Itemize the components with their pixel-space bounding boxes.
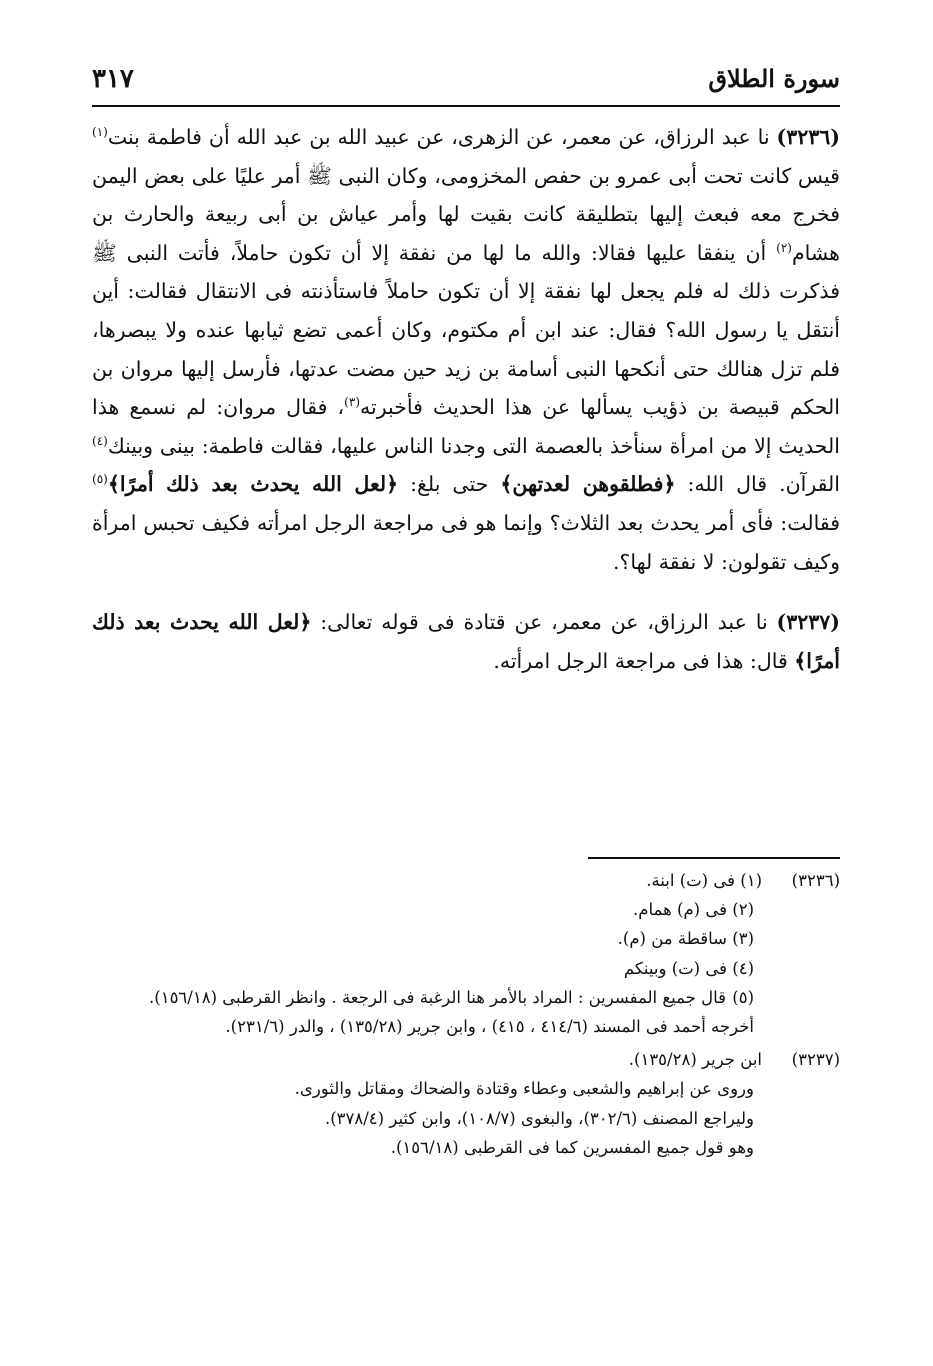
hadith-number: (٣٢٣٧) (776, 610, 840, 635)
footnote-rule (588, 857, 840, 859)
footnote-line (92, 954, 840, 983)
quran-quote: ﴿فطلقوهن لعدتهن﴾ (500, 472, 676, 497)
hadith-text: أن ينفقا عليها فقالا: والله ما لها من نفقة إلا أن تكون حاملاً، فأتت النبى ﷺ فذكرت ذلك له فلم يجعل لها نفقة إلا أن تكون حاملاً فاستأذنته فى الانتقال فقالت: أين أنتقل يا رسول الله؟ فقال: عند ابن أم مكتوم، وكان أعمى تضع ثيابها عنده ولا يبصرها، فلم تزل هنالك حتى أنكحها النبى أسامة بن زيد حين مضت عدتها، فأرسل إليها مروان بن الحكم قبيصة بن ذؤيب يسألها عن هذا الحديث فأخبرته (92, 240, 840, 420)
footnote-line (92, 1074, 840, 1103)
hadith-3236 (92, 118, 840, 581)
footnote-takhrij: أخرجه أحمد فى المسند (٤١٤/٦ ، ٤١٥) ، وابن جرير (١٣٥/٢٨) ، والدر (٢٣١/٦). (225, 1017, 754, 1037)
quran-quote: ﴿لعل الله يحدث بعد ذلك أمرًا﴾ (107, 472, 399, 497)
footnote-line (92, 1045, 840, 1074)
footnote-hadith-label: (٣٢٣٧) (791, 1050, 840, 1070)
hadith-text: حتى بلغ: (398, 472, 501, 497)
footnote-line (92, 895, 840, 924)
footnote-text: قال جميع المفسرين : المراد بالأمر هنا الرغبة فى الرجعة . وانظر القرطبى (١٥٦/١٨). (149, 987, 726, 1007)
page-number: ٣١٧ (92, 64, 134, 94)
footnote-text: (٢) فى (م) همام. (633, 900, 754, 920)
footnote-text: وروى عن إبراهيم والشعبى وعطاء وقتادة والضحاك ومقاتل والثورى. (294, 1079, 754, 1099)
footnote-text: (١) فى (ت) ابنة. (646, 871, 762, 890)
footnote-text: ابن جرير (١٣٥/٢٨). (628, 1050, 762, 1070)
footnote-text: وليراجع المصنف (٣٠٢/٦)، والبغوى (١٠٨/٧)، وابن كثير (٣٧٨/٤). (324, 1108, 754, 1128)
footnote-text: (٤) فى (ت) وبينكم (623, 958, 754, 978)
footnote-ref: (٥) (92, 472, 108, 487)
hadith-number: (٣٢٣٦) (776, 125, 840, 149)
footnote-number: (٥) (732, 987, 754, 1007)
header-rule (92, 105, 840, 107)
hadith-text: ، فقال مروان: لم نسمع هذا الحديث إلا من امرأة سنأخذ بالعصمة التى وجدنا الناس عليها، فقالت فاطمة: بينى وبينك (92, 395, 840, 458)
footnote-text: (٣) ساقطة من (م). (617, 929, 754, 949)
hadith-text: قيس كانت تحت أبى عمرو بن حفص المخزومى، وكان النبى ﷺ أمر عليًا على بعض اليمن فخرج معه فبعث إليها بتطليقة كانت بقيت لها وأمر عياش بن أبى ربيعة والحارث بن هشام (92, 163, 840, 265)
footnote-ref: (٢) (776, 240, 792, 255)
footnote-line (92, 1012, 840, 1041)
surah-title: سورة الطلاق (708, 64, 840, 93)
footnote-line (92, 1133, 840, 1162)
hadith-3237 (92, 603, 840, 680)
footnote-ref: (٣) (344, 395, 360, 410)
footnotes (92, 866, 840, 1162)
footnote-line (92, 1104, 840, 1133)
footnote-line (92, 924, 840, 953)
footnote-line (92, 866, 840, 895)
hadith-text: فقالت: فأى أمر يحدث بعد الثلاث؟ وإنما هو فى مراجعة الرجل امرأته فكيف تحبس امرأة وكيف تقولون: لا نفقة لها؟. (92, 510, 840, 574)
footnote-hadith-label: (٣٢٣٦) (791, 871, 840, 890)
footnote-ref: (١) (92, 125, 108, 140)
footnote-line (92, 983, 840, 1012)
hadith-text: نا عبد الرزاق، عن معمر، عن الزهرى، عن عبيد الله بن عبد الله أن فاطمة بنت (107, 125, 777, 149)
quran-quote: ﴿لعل الله يحدث بعد ذلك أمرًا﴾ (92, 610, 840, 673)
hadith-text: القرآن. قال الله: (675, 472, 840, 497)
page-header (92, 62, 840, 102)
hadith-text: قال: هذا فى مراجعة الرجل امرأته. (493, 648, 795, 673)
main-text (92, 118, 840, 680)
footnote-ref: (٤) (92, 433, 108, 448)
footnote-text: وهو قول جميع المفسرين كما فى القرطبى (١٥٦/١٨). (390, 1137, 754, 1157)
hadith-text: نا عبد الرزاق، عن معمر، عن قتادة فى قوله تعالى: (311, 610, 777, 635)
